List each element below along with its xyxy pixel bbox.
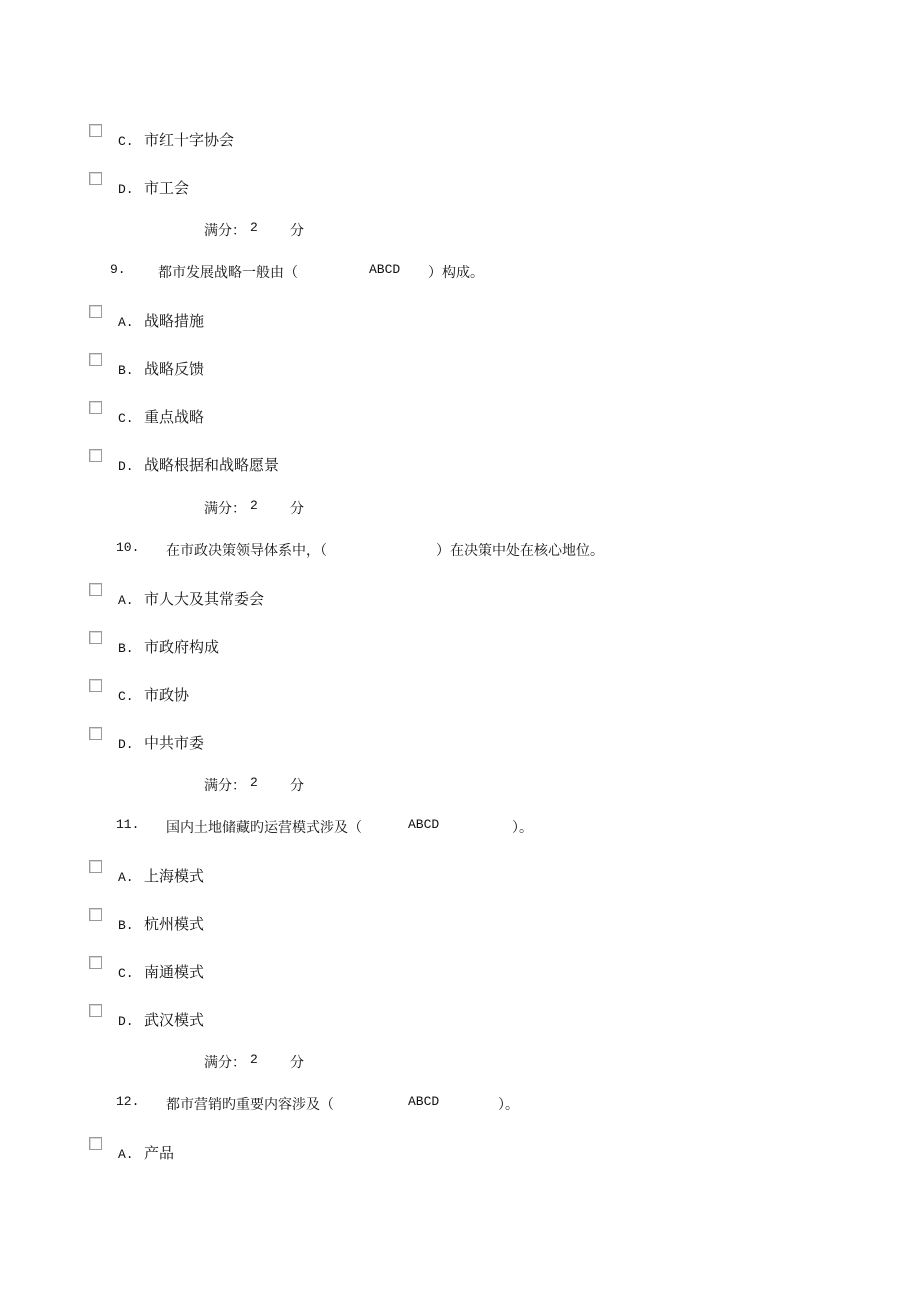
score-line: 满分： 2 分 [204,498,304,517]
checkbox[interactable] [89,908,102,921]
checkbox[interactable] [89,305,102,318]
checkbox[interactable] [89,583,102,596]
score-line: 满分： 2 分 [204,1052,304,1071]
option-text: C. 市红十字协会 [118,131,235,149]
checkbox[interactable] [89,124,102,137]
checkbox[interactable] [89,679,102,692]
option-text: D. 战略根据和战略愿景 [118,456,280,474]
option-text: B. 杭州模式 [118,915,205,933]
answer-text: ABCD [408,817,440,832]
checkbox[interactable] [89,401,102,414]
option-text: B. 战略反馈 [118,360,205,378]
checkbox[interactable] [89,956,102,969]
option-text: D. 市工会 [118,179,190,197]
checkbox[interactable] [89,172,102,185]
checkbox[interactable] [89,1004,102,1017]
answer-text: ABCD [408,1094,440,1109]
checkbox[interactable] [89,1137,102,1150]
option-text: D. 武汉模式 [118,1011,205,1029]
option-text: A. 战略措施 [118,312,205,330]
option-text: D. 中共市委 [118,734,205,752]
option-text: A. 产品 [118,1144,175,1162]
score-line: 满分： 2 分 [204,775,304,794]
checkbox[interactable] [89,631,102,644]
option-text: A. 上海模式 [118,867,205,885]
option-text: C. 南通模式 [118,963,205,981]
option-text: A. 市人大及其常委会 [118,590,265,608]
score-line: 满分： 2 分 [204,220,304,239]
option-text: B. 市政府构成 [118,638,220,656]
answer-text: ABCD [369,262,401,277]
option-text: C. 重点战略 [118,408,205,426]
checkbox[interactable] [89,353,102,366]
checkbox[interactable] [89,727,102,740]
option-text: C. 市政协 [118,686,190,704]
checkbox[interactable] [89,449,102,462]
checkbox[interactable] [89,860,102,873]
